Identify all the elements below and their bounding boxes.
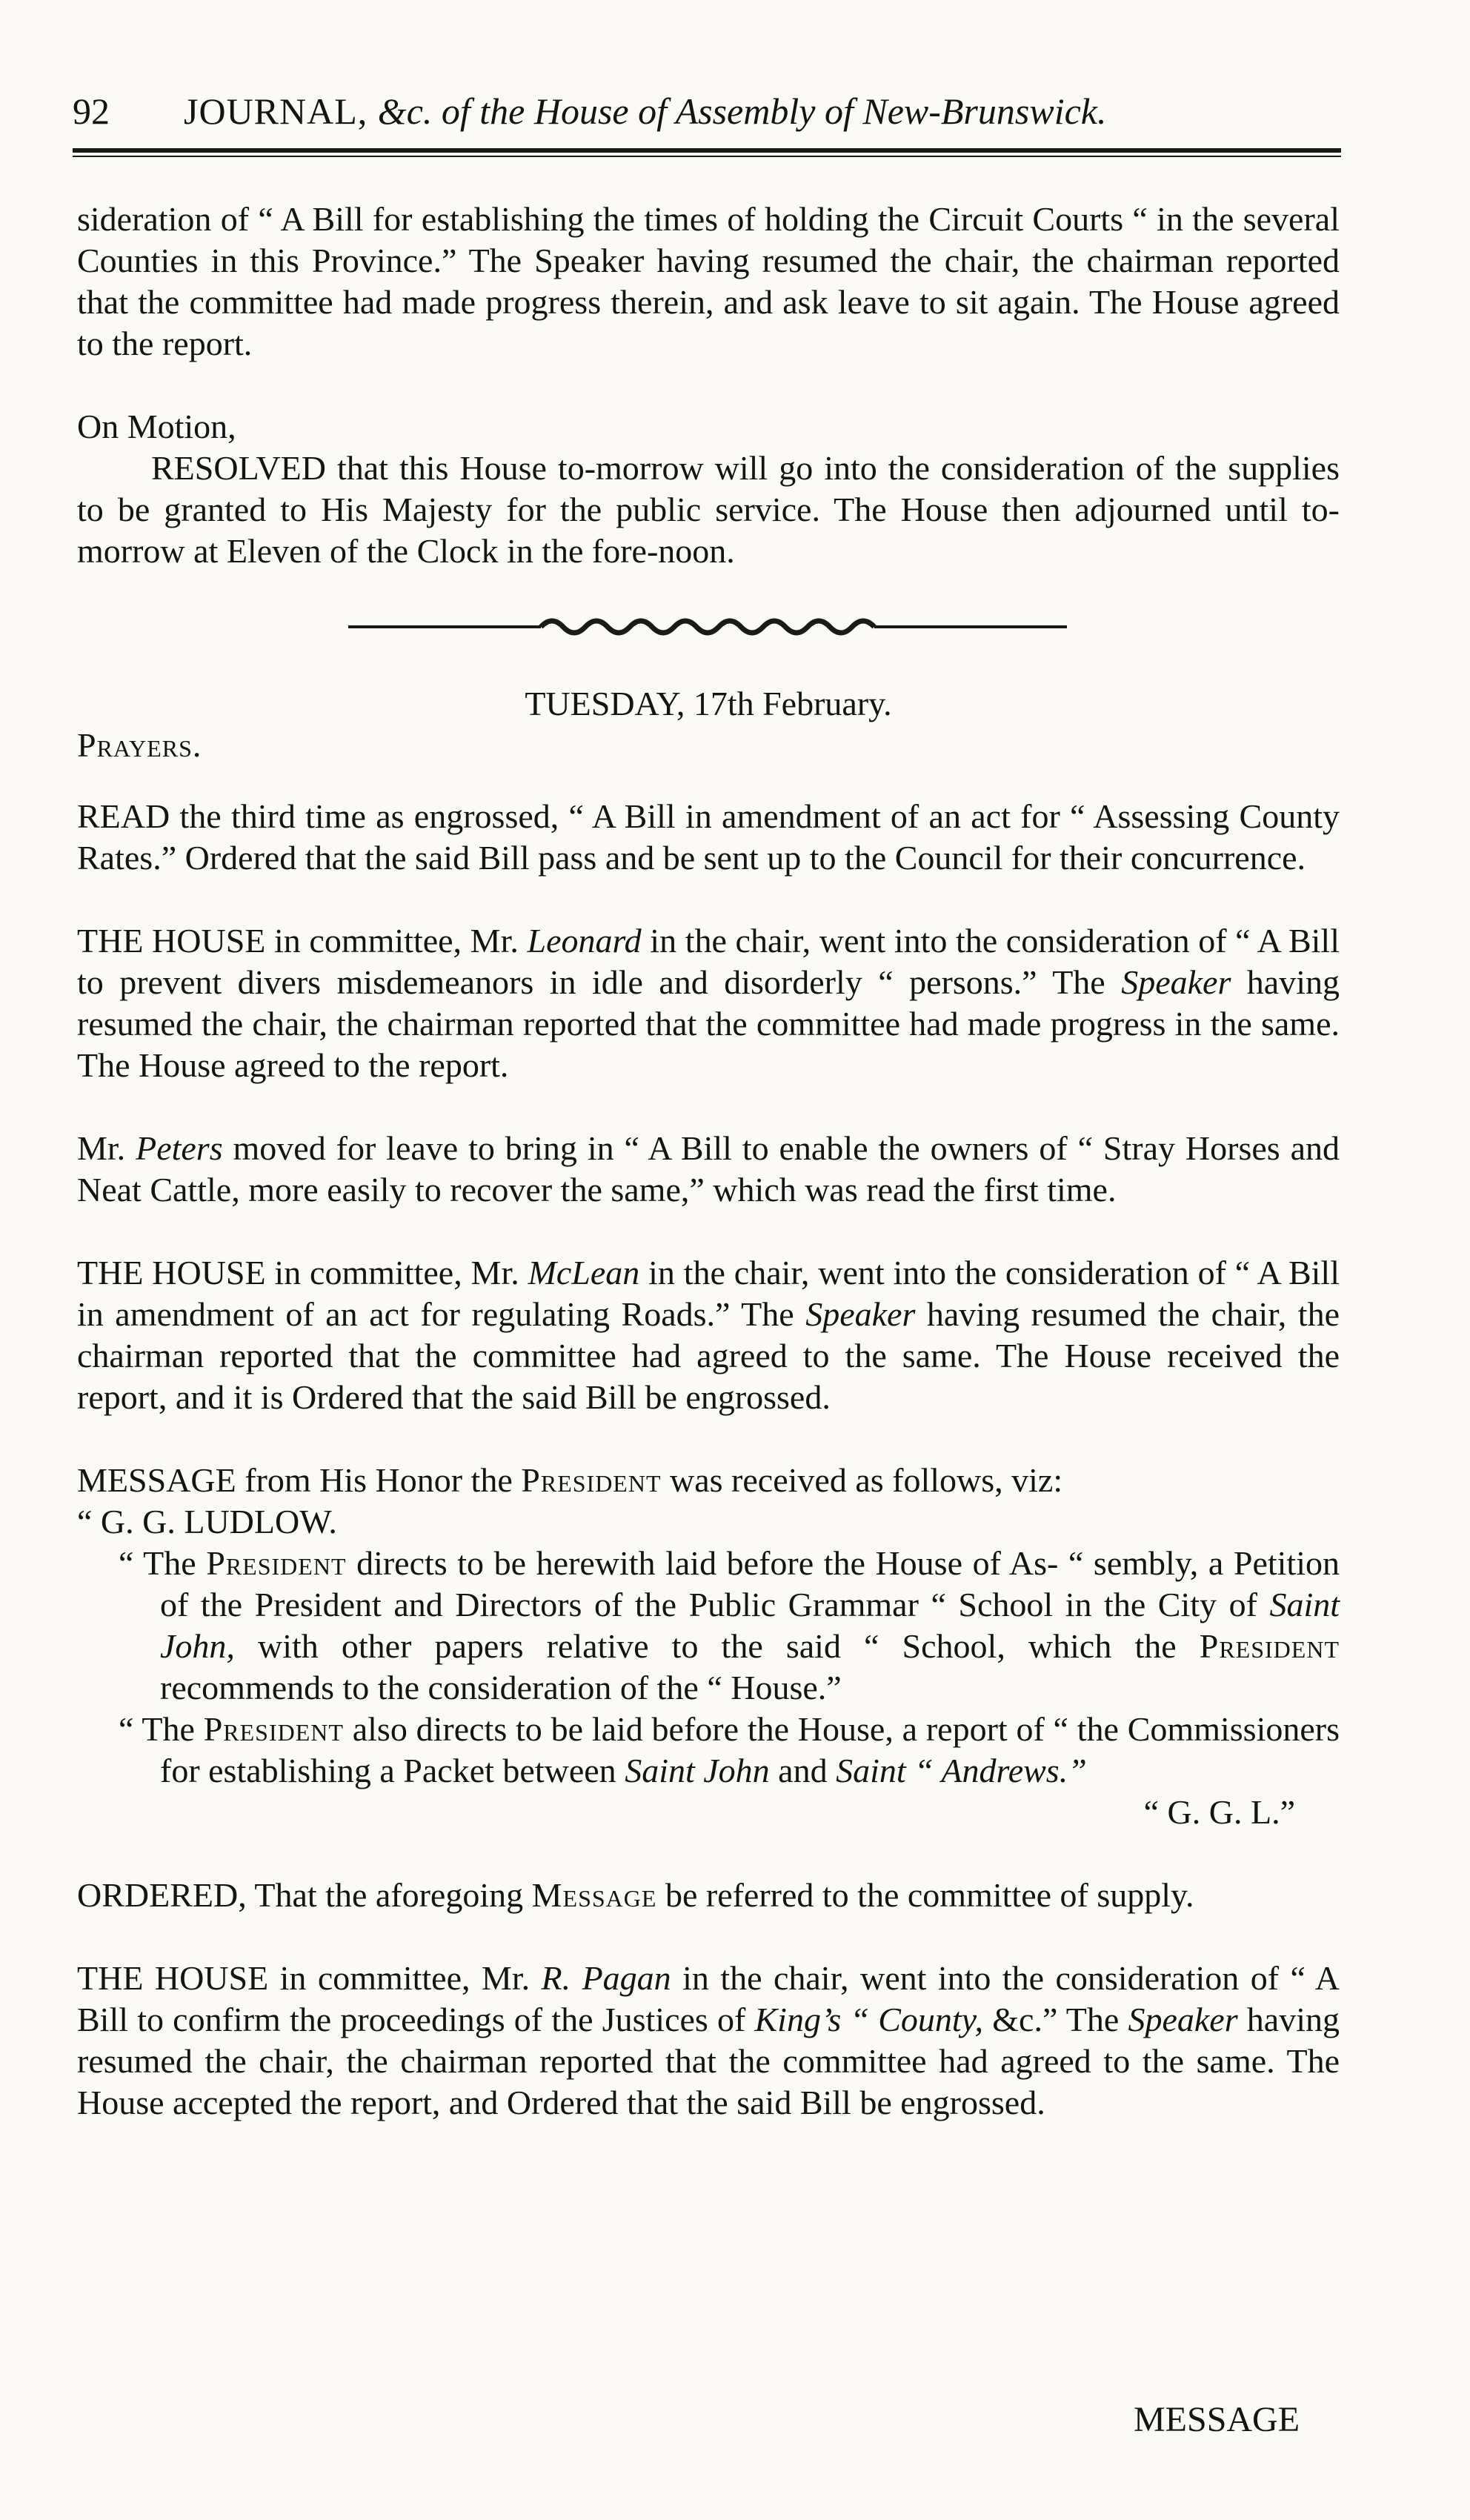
- header-title-italic: &c. of the House of Assembly of New-Brunswick.: [377, 90, 1107, 132]
- paragraph-resolved: RESOLVED that this House to-morrow will go into the consideration of the supplies to be granted to His Majesty for the public service. The House then adjourned until to-morrow at Eleven of the Clock in the fore-noon.: [77, 449, 1340, 570]
- page-number: 92: [73, 90, 110, 132]
- paragraph-county-rates: READ the third time as engrossed, “ A Bill in amendment of an act for “ Assessing County Rates.” Ordered that the said Bill pass and be sent up to the Council for their concurrence.: [77, 797, 1340, 877]
- prayers-label: Prayers.: [77, 726, 202, 764]
- header-rule-thick: [73, 148, 1341, 153]
- day-heading: TUESDAY, 17th February.: [525, 685, 892, 722]
- message-signature: “ G. G. LUDLOW.: [77, 1503, 337, 1540]
- paragraph-roads: THE HOUSE in committee, Mr. McLean in the chair, went into the consideration of “ A Bill in amendment of an act for regulating Roads.” The Speaker having resumed the chair, the chairman reported that the committee had agreed to the same. The House received the report, and it is Ordered that the said Bill be engrossed.: [77, 1254, 1340, 1416]
- on-motion-label: On Motion,: [77, 408, 236, 445]
- quote-signature: “ G. G. L.”: [1143, 1793, 1295, 1831]
- paragraph-kings-county: THE HOUSE in committee, Mr. R. Pagan in the chair, went into the consideration of “ A Bill to confirm the proceedings of the Justices of King’s “ County, &c.” The Speaker having resumed the chair, the chairman reported that the committee had agreed to the same. The House accepted the report, and Ordered that the said Bill be engrossed.: [77, 1959, 1340, 2121]
- quote-packet: “ The President also directs to be laid before the House, a report of “ the Commissioners for establishing a Packet between Saint John and Saint “ Andrews.”: [119, 1710, 1340, 1789]
- journal-body: [77, 199, 1340, 2165]
- message-quote: [77, 1543, 1340, 1833]
- paragraph-message-intro: MESSAGE from His Honor the President was received as follows, viz:: [77, 1461, 1063, 1499]
- quote-grammar-school: “ The President directs to be herewith laid before the House of As- “ sembly, a Petition of the President and Directors of the Public Grammar “ School in the City of Saint John, with other papers relative to the said “ School, which the President recommends to the consideration of the “ House.”: [119, 1544, 1340, 1706]
- running-header: [73, 87, 1340, 135]
- paragraph-misdemeanors: THE HOUSE in committee, Mr. Leonard in the chair, went into the consideration of “ A Bill to prevent divers misdemeanors in idle and disorderly “ persons.” The Speaker having resumed the chair, the chairman reported that the committee had made progress in the same. The House agreed to the report.: [77, 922, 1340, 1084]
- header-title-main: JOURNAL,: [184, 90, 378, 132]
- header-rule-thin: [73, 156, 1341, 157]
- paragraph-stray-horses: Mr. Peters moved for leave to bring in “ A Bill to enable the owners of “ Stray Horses and Neat Cattle, more easily to recover the same,” which was read the first time.: [77, 1129, 1340, 1209]
- paragraph-circuit-courts: sideration of “ A Bill for establishing the times of holding the Circuit Courts “ in the several Counties in this Province.” The Speaker having resumed the chair, the chairman reported that the committee had made progress therein, and ask leave to sit again. The House agreed to the report.: [77, 200, 1340, 362]
- paragraph-ordered: ORDERED, That the aforegoing Message be referred to the committee of supply.: [77, 1876, 1194, 1914]
- catchword: MESSAGE: [1134, 2400, 1300, 2439]
